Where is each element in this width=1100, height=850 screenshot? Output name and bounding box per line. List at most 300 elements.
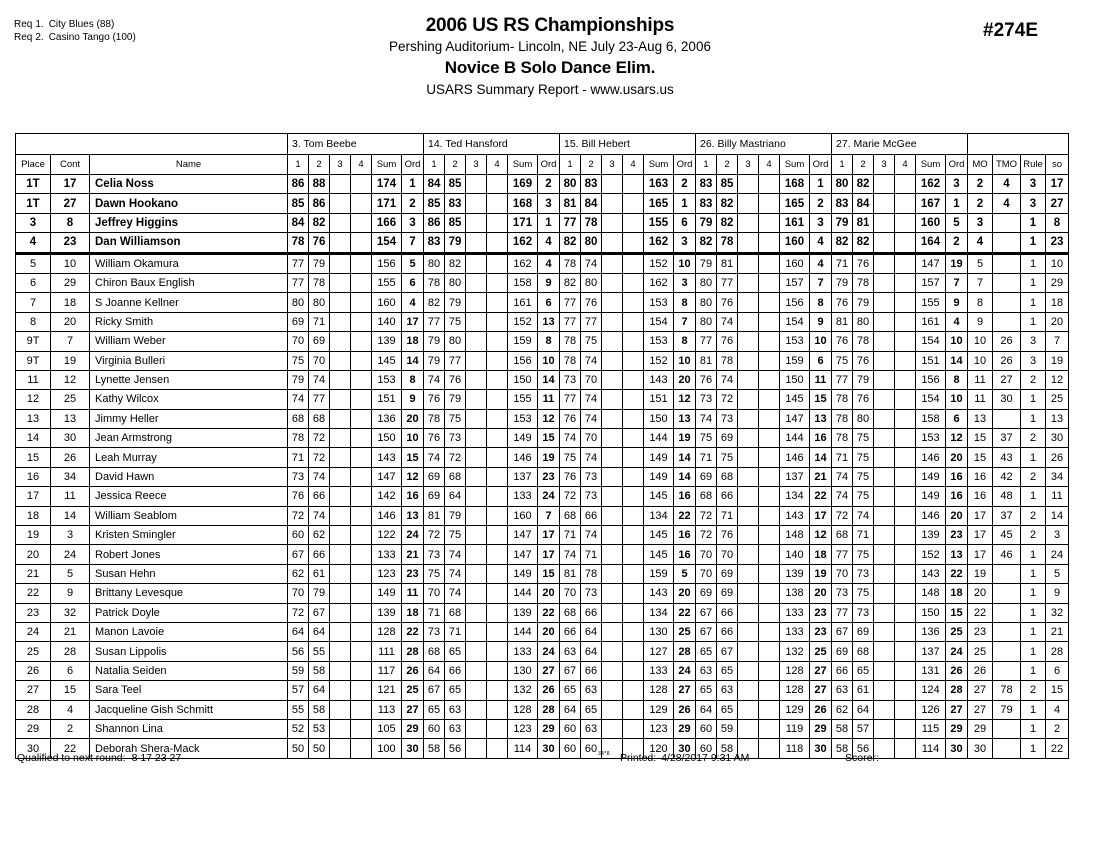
- qualified-list: 8 17 23 27: [131, 752, 182, 764]
- column-header-judge3-score1: 1: [560, 155, 581, 175]
- cell-judge4-sum: 138: [780, 584, 810, 603]
- cell-judge5-score4: [895, 273, 916, 292]
- cell-judge1-ord: 30: [402, 739, 424, 758]
- cell-judge4-score3: [738, 409, 759, 428]
- cell-judge5-score3: [874, 233, 895, 253]
- cell-judge4-score3: [738, 429, 759, 448]
- table-row: [16, 409, 1069, 428]
- cell-judge3-score3: [602, 253, 623, 273]
- cell-judge3-score2: 73: [581, 467, 602, 486]
- cell-judge3-ord: 10: [674, 253, 696, 273]
- cell-cont: 4: [51, 700, 90, 719]
- cell-judge2-score1: 77: [424, 312, 445, 331]
- cell-judge2-score3: [466, 681, 487, 700]
- cell-judge3-sum: 165: [644, 194, 674, 213]
- cell-tmo: [993, 233, 1021, 253]
- cell-judge5-score4: [895, 233, 916, 253]
- cell-judge1-score1: 77: [288, 253, 309, 273]
- cell-judge1-score1: 78: [288, 429, 309, 448]
- cell-so: 18: [1046, 293, 1069, 312]
- cell-cont: 19: [51, 351, 90, 370]
- cell-judge1-score1: 72: [288, 506, 309, 525]
- cell-judge5-score2: 71: [853, 526, 874, 545]
- cell-judge1-score3: [330, 253, 351, 273]
- cell-mo: 17: [968, 526, 993, 545]
- cell-judge5-score3: [874, 487, 895, 506]
- cell-judge4-score3: [738, 273, 759, 292]
- cell-judge4-sum: 146: [780, 448, 810, 467]
- cell-cont: 24: [51, 545, 90, 564]
- cell-judge2-ord: 27: [538, 661, 560, 680]
- cell-judge3-score3: [602, 622, 623, 641]
- cell-judge2-score3: [466, 332, 487, 351]
- cell-judge4-score2: 65: [717, 700, 738, 719]
- cell-place: 11: [16, 370, 51, 389]
- cell-judge1-sum: 171: [372, 194, 402, 213]
- cell-judge4-score3: [738, 194, 759, 213]
- cell-judge3-score1: 64: [560, 700, 581, 719]
- cell-judge3-score2: 74: [581, 253, 602, 273]
- column-header-judge4-score3: 3: [738, 155, 759, 175]
- cell-judge3-score1: 70: [560, 584, 581, 603]
- cell-judge4-ord: 1: [810, 175, 832, 194]
- cell-judge1-sum: 174: [372, 175, 402, 194]
- cell-judge2-ord: 1: [538, 213, 560, 232]
- cell-judge5-score4: [895, 739, 916, 758]
- cell-judge2-score3: [466, 719, 487, 738]
- cell-judge1-score4: [351, 175, 372, 194]
- cell-judge1-ord: 10: [402, 429, 424, 448]
- cell-judge4-score2: 85: [717, 175, 738, 194]
- cell-judge3-ord: 26: [674, 700, 696, 719]
- cell-judge1-score2: 82: [309, 213, 330, 232]
- cell-judge3-score1: 68: [560, 506, 581, 525]
- cell-judge3-score4: [623, 448, 644, 467]
- cell-tmo: [993, 719, 1021, 738]
- judge-banner-row: [16, 134, 1069, 155]
- cell-judge2-ord: 17: [538, 545, 560, 564]
- cell-judge1-score2: 58: [309, 700, 330, 719]
- cell-judge2-score2: 65: [445, 642, 466, 661]
- column-header-mo: MO: [968, 155, 993, 175]
- cell-judge5-score1: 71: [832, 448, 853, 467]
- cell-judge1-score2: 74: [309, 370, 330, 389]
- cell-judge4-score4: [759, 293, 780, 312]
- cell-tmo: 37: [993, 429, 1021, 448]
- cell-rule: 2: [1021, 681, 1046, 700]
- cell-judge2-score1: 76: [424, 429, 445, 448]
- cell-tmo: [993, 312, 1021, 331]
- cell-judge5-score1: 79: [832, 273, 853, 292]
- cell-judge2-score3: [466, 253, 487, 273]
- banner-corner: [16, 134, 288, 155]
- cell-judge5-score4: [895, 175, 916, 194]
- cell-judge4-score2: 58: [717, 739, 738, 758]
- cell-name: William Okamura: [90, 253, 288, 273]
- cell-judge5-ord: 20: [946, 448, 968, 467]
- cell-mo: 27: [968, 681, 993, 700]
- cell-tmo: 30: [993, 390, 1021, 409]
- cell-judge3-ord: 29: [674, 719, 696, 738]
- cell-judge5-score4: [895, 332, 916, 351]
- cell-judge5-score4: [895, 194, 916, 213]
- cell-so: 6: [1046, 661, 1069, 680]
- cell-judge1-score4: [351, 622, 372, 641]
- cell-judge4-ord: 27: [810, 681, 832, 700]
- cell-judge1-ord: 14: [402, 351, 424, 370]
- cell-judge3-score2: 74: [581, 448, 602, 467]
- cell-judge2-score1: 74: [424, 448, 445, 467]
- cell-place: 8: [16, 312, 51, 331]
- cell-judge1-ord: 25: [402, 681, 424, 700]
- cell-judge5-score3: [874, 622, 895, 641]
- qualified-label: Qualified to next round:: [17, 752, 126, 764]
- cell-judge1-sum: 122: [372, 526, 402, 545]
- cell-judge1-score4: [351, 312, 372, 331]
- cell-name: Celia Noss: [90, 175, 288, 194]
- cell-judge1-score1: 59: [288, 661, 309, 680]
- cell-judge3-ord: 14: [674, 448, 696, 467]
- table-row: [16, 487, 1069, 506]
- cell-judge1-sum: 113: [372, 700, 402, 719]
- cell-judge5-score1: 58: [832, 739, 853, 758]
- cell-judge2-score2: 79: [445, 233, 466, 253]
- cell-judge2-sum: 149: [508, 564, 538, 583]
- cell-judge2-ord: 22: [538, 603, 560, 622]
- cell-judge3-sum: 152: [644, 351, 674, 370]
- cell-judge1-score3: [330, 700, 351, 719]
- cell-name: Lynette Jensen: [90, 370, 288, 389]
- table-row: [16, 719, 1069, 738]
- cell-judge4-sum: 143: [780, 506, 810, 525]
- cell-judge1-score4: [351, 603, 372, 622]
- cell-mo: 3: [968, 213, 993, 232]
- cell-judge1-score1: 78: [288, 233, 309, 253]
- cell-judge4-score4: [759, 487, 780, 506]
- cell-judge2-score2: 68: [445, 603, 466, 622]
- cell-judge5-sum: 124: [916, 681, 946, 700]
- cell-judge5-score1: 72: [832, 506, 853, 525]
- cell-judge5-ord: 6: [946, 409, 968, 428]
- cell-judge1-score4: [351, 700, 372, 719]
- cell-judge1-sum: 136: [372, 409, 402, 428]
- cell-so: 2: [1046, 719, 1069, 738]
- cell-judge1-score2: 68: [309, 409, 330, 428]
- cell-place: 23: [16, 603, 51, 622]
- cell-judge2-score3: [466, 390, 487, 409]
- cell-name: Dan Williamson: [90, 233, 288, 253]
- cell-judge4-score2: 77: [717, 273, 738, 292]
- cell-mo: 25: [968, 642, 993, 661]
- cell-so: 26: [1046, 448, 1069, 467]
- cell-so: 25: [1046, 390, 1069, 409]
- cell-tmo: 4: [993, 194, 1021, 213]
- cell-so: 3: [1046, 526, 1069, 545]
- cell-mo: 11: [968, 390, 993, 409]
- cell-judge3-score2: 74: [581, 351, 602, 370]
- cell-judge4-score2: 76: [717, 526, 738, 545]
- cell-judge2-score2: 83: [445, 194, 466, 213]
- cell-place: 19: [16, 526, 51, 545]
- cell-judge2-score3: [466, 603, 487, 622]
- cell-judge2-score2: 75: [445, 409, 466, 428]
- cell-place: 9T: [16, 351, 51, 370]
- cell-judge3-score3: [602, 448, 623, 467]
- column-header-judge1-sum: Sum: [372, 155, 402, 175]
- cell-judge3-ord: 25: [674, 622, 696, 641]
- requirement-name: Casino Tango (100): [48, 32, 136, 43]
- cell-judge5-score3: [874, 175, 895, 194]
- cell-judge4-score3: [738, 487, 759, 506]
- cell-judge3-score3: [602, 351, 623, 370]
- cell-judge3-score3: [602, 233, 623, 253]
- cell-judge4-sum: 139: [780, 564, 810, 583]
- cell-judge5-score4: [895, 506, 916, 525]
- cell-judge2-score1: 76: [424, 390, 445, 409]
- cell-place: 5: [16, 253, 51, 273]
- cell-judge4-score4: [759, 564, 780, 583]
- cell-judge1-score2: 66: [309, 545, 330, 564]
- column-header-judge4-score1: 1: [696, 155, 717, 175]
- cell-judge5-ord: 16: [946, 467, 968, 486]
- cell-judge3-score3: [602, 584, 623, 603]
- cell-judge2-sum: 161: [508, 293, 538, 312]
- cell-judge4-score2: 67: [717, 642, 738, 661]
- cell-judge2-ord: 2: [538, 175, 560, 194]
- cell-judge5-sum: 158: [916, 409, 946, 428]
- cell-rule: 1: [1021, 409, 1046, 428]
- cell-so: 21: [1046, 622, 1069, 641]
- cell-judge5-score3: [874, 409, 895, 428]
- cell-judge5-score4: [895, 293, 916, 312]
- cell-judge5-sum: 126: [916, 700, 946, 719]
- cell-tmo: [993, 213, 1021, 232]
- cell-judge5-score1: 81: [832, 312, 853, 331]
- cell-judge5-score1: 78: [832, 409, 853, 428]
- cell-place: 12: [16, 390, 51, 409]
- cell-judge3-score2: 74: [581, 390, 602, 409]
- cell-judge2-ord: 15: [538, 429, 560, 448]
- cell-tmo: 43: [993, 448, 1021, 467]
- cell-judge2-ord: 20: [538, 584, 560, 603]
- cell-judge4-sum: 159: [780, 351, 810, 370]
- cell-judge1-score4: [351, 719, 372, 738]
- table-row: [16, 681, 1069, 700]
- cell-judge2-score2: 63: [445, 719, 466, 738]
- cell-judge3-score1: 65: [560, 681, 581, 700]
- cell-judge4-score2: 75: [717, 448, 738, 467]
- cell-judge4-score1: 73: [696, 390, 717, 409]
- cell-judge4-score2: 69: [717, 429, 738, 448]
- cell-so: 15: [1046, 681, 1069, 700]
- cell-judge5-score4: [895, 213, 916, 232]
- cell-tmo: 26: [993, 351, 1021, 370]
- cell-judge1-score1: 57: [288, 681, 309, 700]
- cell-judge4-score3: [738, 448, 759, 467]
- cell-name: Susan Lippolis: [90, 642, 288, 661]
- cell-judge1-score4: [351, 467, 372, 486]
- cell-judge2-ord: 20: [538, 622, 560, 641]
- cell-judge1-sum: 105: [372, 719, 402, 738]
- cell-judge4-score1: 69: [696, 584, 717, 603]
- cell-judge5-score3: [874, 564, 895, 583]
- cell-judge1-score3: [330, 661, 351, 680]
- cell-judge3-score2: 83: [581, 175, 602, 194]
- cell-judge3-score1: 81: [560, 194, 581, 213]
- cell-judge2-score4: [487, 332, 508, 351]
- cell-judge3-score1: 81: [560, 564, 581, 583]
- cell-cont: 10: [51, 253, 90, 273]
- cell-judge1-ord: 18: [402, 603, 424, 622]
- cell-judge3-sum: 128: [644, 681, 674, 700]
- cell-judge4-score3: [738, 564, 759, 583]
- cell-rule: 1: [1021, 273, 1046, 292]
- cell-so: 7: [1046, 332, 1069, 351]
- cell-judge5-score1: 74: [832, 467, 853, 486]
- cell-judge1-score4: [351, 661, 372, 680]
- cell-judge1-sum: 156: [372, 253, 402, 273]
- cell-judge1-score4: [351, 506, 372, 525]
- cell-judge2-score4: [487, 661, 508, 680]
- cell-judge1-ord: 16: [402, 487, 424, 506]
- cell-judge2-sum: 160: [508, 506, 538, 525]
- printed-info: [620, 752, 749, 764]
- cell-judge5-ord: 29: [946, 719, 968, 738]
- cell-judge5-ord: 18: [946, 584, 968, 603]
- column-header-judge2-score2: 2: [445, 155, 466, 175]
- cell-judge2-score3: [466, 526, 487, 545]
- cell-judge2-score2: 72: [445, 448, 466, 467]
- cell-judge2-score2: 63: [445, 700, 466, 719]
- cell-judge4-sum: 137: [780, 467, 810, 486]
- cell-judge5-score4: [895, 487, 916, 506]
- cell-judge5-score2: 65: [853, 661, 874, 680]
- cell-so: 29: [1046, 273, 1069, 292]
- cell-judge1-score3: [330, 194, 351, 213]
- qualified-summary: [17, 752, 181, 764]
- cell-judge3-ord: 16: [674, 526, 696, 545]
- cell-tmo: 79: [993, 700, 1021, 719]
- cell-judge1-ord: 23: [402, 564, 424, 583]
- cell-judge3-score2: 73: [581, 584, 602, 603]
- cell-judge3-score1: 77: [560, 293, 581, 312]
- cell-judge3-score1: 76: [560, 467, 581, 486]
- cell-judge4-ord: 17: [810, 506, 832, 525]
- cell-judge5-score4: [895, 603, 916, 622]
- cell-judge1-score4: [351, 642, 372, 661]
- cell-judge4-ord: 20: [810, 584, 832, 603]
- cell-judge1-score2: 76: [309, 233, 330, 253]
- cell-judge4-ord: 29: [810, 719, 832, 738]
- cell-judge1-score2: 64: [309, 681, 330, 700]
- cell-judge1-score3: [330, 584, 351, 603]
- cell-judge5-ord: 22: [946, 564, 968, 583]
- cell-judge1-score3: [330, 273, 351, 292]
- cell-judge5-score1: 78: [832, 429, 853, 448]
- cell-judge1-sum: 111: [372, 642, 402, 661]
- column-header-judge3-sum: Sum: [644, 155, 674, 175]
- cell-judge1-score3: [330, 448, 351, 467]
- cell-judge2-score1: 75: [424, 564, 445, 583]
- cell-judge1-score1: 71: [288, 448, 309, 467]
- cell-judge4-sum: 129: [780, 700, 810, 719]
- cell-judge3-score2: 66: [581, 603, 602, 622]
- cell-judge1-score3: [330, 642, 351, 661]
- cell-judge4-ord: 30: [810, 739, 832, 758]
- cell-judge3-score4: [623, 661, 644, 680]
- cell-judge5-score3: [874, 390, 895, 409]
- cell-judge3-score2: 63: [581, 719, 602, 738]
- cell-judge2-score1: 85: [424, 194, 445, 213]
- cell-judge4-score4: [759, 545, 780, 564]
- cell-rule: 1: [1021, 312, 1046, 331]
- cell-judge5-score4: [895, 390, 916, 409]
- cell-judge4-score1: 79: [696, 253, 717, 273]
- cell-cont: 18: [51, 293, 90, 312]
- cell-judge3-score2: 80: [581, 273, 602, 292]
- cell-judge3-ord: 3: [674, 273, 696, 292]
- cell-judge3-ord: 24: [674, 661, 696, 680]
- cell-judge1-score2: 74: [309, 506, 330, 525]
- cell-judge5-score4: [895, 429, 916, 448]
- cell-judge5-ord: 2: [946, 233, 968, 253]
- cell-judge4-ord: 14: [810, 448, 832, 467]
- cell-judge1-score2: 50: [309, 739, 330, 758]
- cell-judge1-sum: 151: [372, 390, 402, 409]
- cell-cont: 32: [51, 603, 90, 622]
- cell-judge1-ord: 26: [402, 661, 424, 680]
- cell-judge4-score1: 71: [696, 448, 717, 467]
- cell-judge2-score4: [487, 233, 508, 253]
- cell-judge2-ord: 3: [538, 194, 560, 213]
- cell-judge4-score4: [759, 332, 780, 351]
- cell-judge4-score1: 79: [696, 213, 717, 232]
- cell-judge1-score1: 77: [288, 273, 309, 292]
- cell-judge1-score1: 52: [288, 719, 309, 738]
- cell-judge3-score1: 67: [560, 661, 581, 680]
- cell-judge4-score3: [738, 253, 759, 273]
- cell-judge1-score1: 79: [288, 370, 309, 389]
- cell-judge5-score2: 75: [853, 487, 874, 506]
- cell-judge3-score3: [602, 526, 623, 545]
- cell-judge3-score2: 64: [581, 642, 602, 661]
- cell-rule: 3: [1021, 351, 1046, 370]
- cell-so: 10: [1046, 253, 1069, 273]
- cell-judge2-score1: 72: [424, 526, 445, 545]
- cell-mo: 7: [968, 273, 993, 292]
- cell-judge3-score4: [623, 487, 644, 506]
- cell-judge3-score2: 78: [581, 564, 602, 583]
- cell-judge5-ord: 9: [946, 293, 968, 312]
- cell-judge1-score3: [330, 487, 351, 506]
- cell-judge5-score2: 79: [853, 293, 874, 312]
- cell-judge5-ord: 20: [946, 506, 968, 525]
- cell-judge4-score4: [759, 681, 780, 700]
- cell-judge4-sum: 161: [780, 213, 810, 232]
- cell-judge2-score2: 64: [445, 487, 466, 506]
- cell-judge1-score2: 64: [309, 622, 330, 641]
- cell-judge5-score1: 77: [832, 603, 853, 622]
- cell-judge4-score2: 76: [717, 293, 738, 312]
- cell-judge4-sum: 156: [780, 293, 810, 312]
- cell-judge2-sum: 153: [508, 409, 538, 428]
- cell-place: 30: [16, 739, 51, 758]
- cell-judge3-sum: 155: [644, 213, 674, 232]
- cell-judge3-score1: 71: [560, 526, 581, 545]
- cell-place: 25: [16, 642, 51, 661]
- cell-judge4-ord: 11: [810, 370, 832, 389]
- cell-mo: 29: [968, 719, 993, 738]
